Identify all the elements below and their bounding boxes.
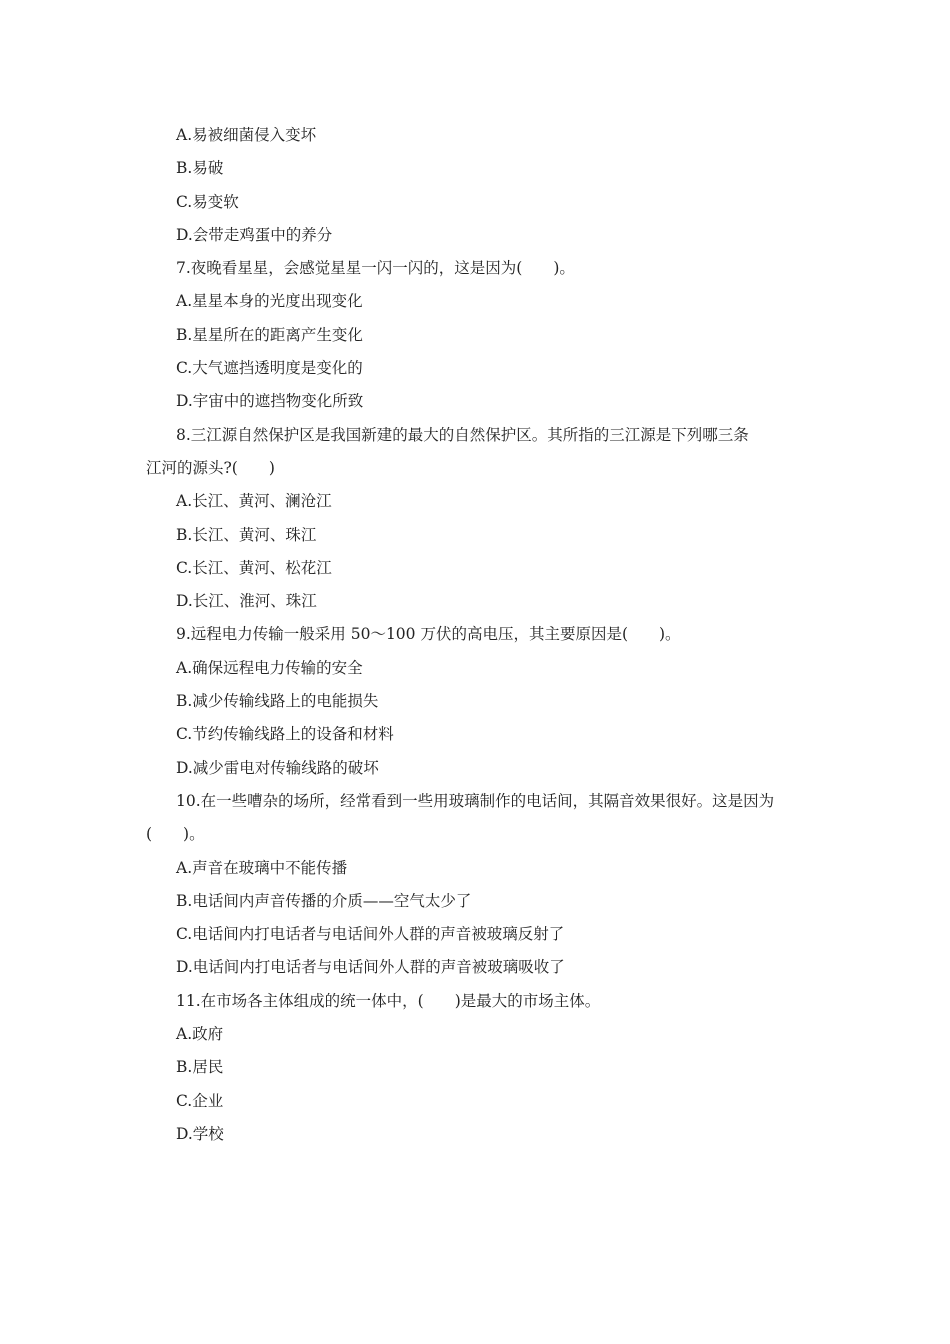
q10-option-c: C.电话间内打电话者与电话间外人群的声音被玻璃反射了 — [176, 925, 565, 944]
q8-option-a: A.长江、黄河、澜沧江 — [176, 492, 332, 511]
q7-option-b: B.星星所在的距离产生变化 — [176, 325, 363, 344]
q10-stem-line1: 10.在一些嘈杂的场所，经常看到一些用玻璃制作的电话间，其隔音效果很好。这是因为 — [176, 791, 775, 810]
q9-option-d: D.减少雷电对传输线路的破坏 — [176, 758, 379, 777]
q11-option-d: D.学校 — [176, 1124, 224, 1143]
q10-option-b: B.电话间内声音传播的介质——空气太少了 — [176, 891, 472, 910]
document-page — [0, 119, 950, 1151]
q7-option-c: C.大气遮挡透明度是变化的 — [176, 359, 363, 378]
q9-option-b: B.减少传输线路上的电能损失 — [176, 692, 379, 711]
q11-stem: 11.在市场各主体组成的统一体中，( )是最大的市场主体。 — [176, 991, 601, 1010]
q11-option-b: B.居民 — [176, 1058, 224, 1077]
q9-stem: 9.远程电力传输一般采用 50～100 万伏的高电压，其主要原因是( )。 — [176, 625, 681, 644]
q8-option-c: C.长江、黄河、松花江 — [176, 558, 332, 577]
q9-option-a: A.确保远程电力传输的安全 — [176, 658, 363, 677]
q11-option-c: C.企业 — [176, 1091, 224, 1110]
q10-stem-line2: ( )。 — [146, 825, 205, 844]
q11-option-a: A.政府 — [176, 1025, 224, 1044]
q6-option-a: A.易被细菌侵入变坏 — [176, 126, 317, 144]
q6-option-c: C.易变软 — [176, 192, 239, 211]
q8-option-d: D.长江、淮河、珠江 — [176, 592, 317, 611]
q7-stem: 7.夜晚看星星，会感觉星星一闪一闪的，这是因为( )。 — [176, 259, 575, 278]
q10-option-a: A.声音在玻璃中不能传播 — [176, 858, 348, 877]
q8-stem-line1: 8.三江源自然保护区是我国新建的最大的自然保护区。其所指的三江源是下列哪三条 — [176, 425, 749, 444]
q6-option-b: B.易破 — [176, 159, 224, 178]
q7-option-a: A.星星本身的光度出现变化 — [176, 292, 363, 311]
q8-stem-line2: 江河的源头?( ) — [146, 458, 275, 477]
q8-option-b: B.长江、黄河、珠江 — [176, 525, 317, 544]
q7-option-d: D.宇宙中的遮挡物变化所致 — [176, 392, 364, 411]
q10-option-d: D.电话间内打电话者与电话间外人群的声音被玻璃吸收了 — [176, 958, 565, 977]
q9-option-c: C.节约传输线路上的设备和材料 — [176, 725, 394, 744]
q6-option-d: D.会带走鸡蛋中的养分 — [176, 225, 333, 244]
